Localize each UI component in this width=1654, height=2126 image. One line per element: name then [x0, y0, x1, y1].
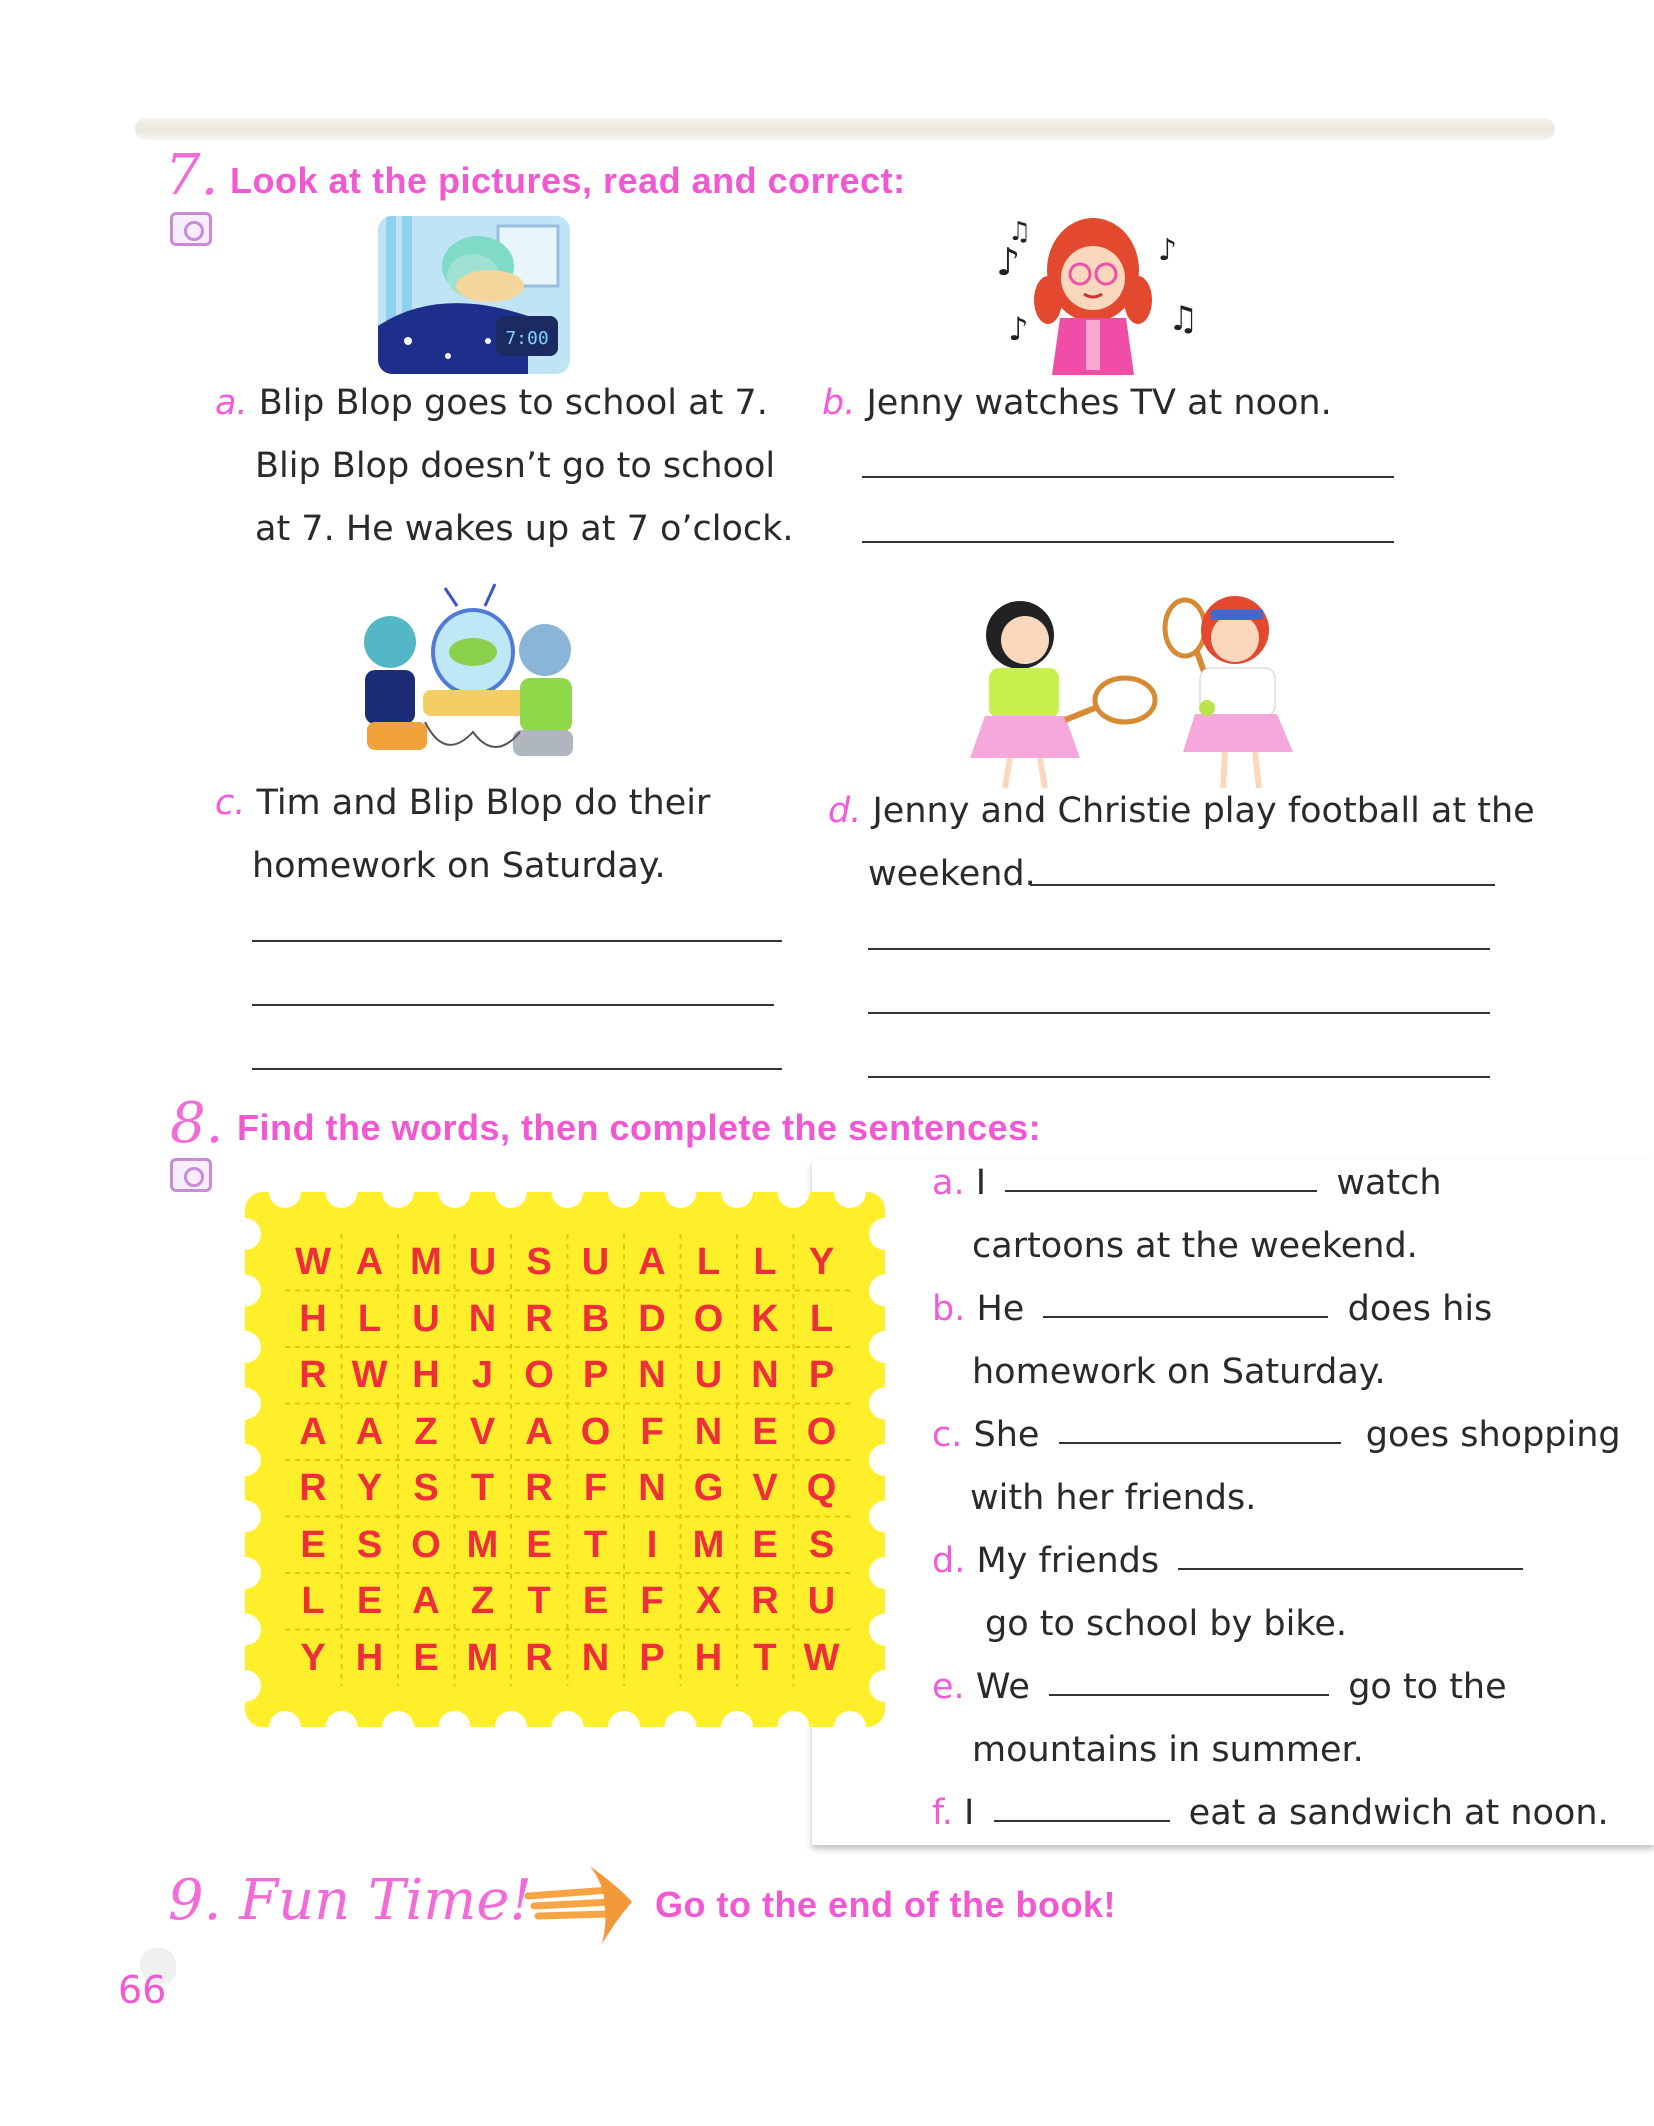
grid-letter[interactable]: A — [525, 1410, 553, 1453]
sentence-8a-line2: cartoons at the weekend. — [972, 1226, 1418, 1266]
sentence-8f-label: f. — [932, 1793, 953, 1833]
picture-sleeping-blip-blop — [378, 216, 570, 374]
answer-line-7d-1[interactable] — [1030, 884, 1495, 886]
grid-letter[interactable]: S — [808, 1523, 835, 1566]
answer-line-7b-2[interactable] — [862, 541, 1394, 543]
grid-letter[interactable]: U — [807, 1580, 836, 1622]
grid-letter[interactable]: Y — [356, 1467, 383, 1509]
grid-letter[interactable]: R — [525, 1297, 553, 1340]
exercise-7-title: Look at the pictures, read and correct: — [230, 160, 906, 201]
grid-letter[interactable]: E — [356, 1580, 383, 1622]
grid-letter[interactable]: Y — [300, 1636, 326, 1679]
sentence-8a — [932, 1162, 1442, 1204]
grid-letter[interactable]: S — [526, 1241, 552, 1283]
grid-letter[interactable]: H — [299, 1297, 327, 1340]
item-7a-label: a. — [215, 383, 248, 423]
grid-letter[interactable]: Q — [806, 1467, 837, 1509]
grid-letter[interactable]: L — [753, 1241, 777, 1283]
grid-letter[interactable]: P — [639, 1636, 665, 1679]
grid-letter[interactable]: J — [471, 1354, 494, 1396]
grid-letter[interactable]: L — [357, 1297, 382, 1340]
blank-8d[interactable] — [1178, 1567, 1523, 1570]
exercise-7-number: 7. — [165, 143, 219, 208]
grid-letter[interactable]: F — [583, 1467, 608, 1509]
answer-line-7d-2[interactable] — [868, 948, 1490, 950]
grid-letter[interactable]: P — [808, 1354, 835, 1396]
grid-letter[interactable]: O — [806, 1410, 837, 1453]
grid-letter[interactable]: F — [640, 1580, 664, 1622]
blank-8a[interactable] — [1005, 1189, 1317, 1192]
sentence-8b-pre: He — [976, 1289, 1025, 1329]
sentence-8d-label: d. — [932, 1541, 966, 1581]
grid-letter[interactable]: Y — [808, 1241, 835, 1283]
item-7d — [828, 790, 1535, 832]
exercise-8-title: Find the words, then complete the sentences: — [237, 1107, 1042, 1148]
picture-jenny-singing — [988, 200, 1198, 380]
svg-text:♪: ♪ — [1158, 233, 1178, 268]
grid-letter[interactable]: O — [580, 1410, 611, 1453]
camera-icon — [170, 212, 212, 246]
grid-letter[interactable]: P — [582, 1354, 609, 1396]
svg-text:♫: ♫ — [1168, 299, 1198, 339]
grid-letter[interactable]: A — [355, 1241, 384, 1283]
grid-letter[interactable]: E — [582, 1580, 609, 1622]
svg-text:♫: ♫ — [1008, 217, 1032, 247]
grid-letter[interactable]: A — [355, 1410, 384, 1453]
blank-8f[interactable] — [994, 1819, 1170, 1822]
grid-letter[interactable]: G — [693, 1467, 724, 1509]
grid-letter[interactable]: X — [695, 1580, 722, 1622]
sentence-8c-post: goes shopping — [1365, 1415, 1621, 1455]
grid-letter[interactable]: I — [646, 1523, 658, 1566]
grid-letter[interactable]: M — [692, 1523, 725, 1566]
grid-letter[interactable]: E — [752, 1410, 778, 1453]
grid-letter[interactable]: E — [526, 1523, 552, 1566]
grid-letter[interactable]: T — [470, 1467, 495, 1509]
grid-letter[interactable]: S — [356, 1523, 383, 1566]
blank-8e[interactable] — [1049, 1693, 1329, 1696]
item-7b-line1: Jenny watches TV at noon. — [866, 383, 1332, 423]
grid-letter[interactable]: M — [466, 1523, 499, 1566]
item-7b-label: b. — [822, 383, 856, 423]
grid-letter[interactable]: H — [355, 1636, 384, 1679]
exercise-9-title: Fun Time! — [239, 1868, 533, 1933]
grid-letter[interactable]: D — [638, 1297, 666, 1340]
grid-letter[interactable]: U — [468, 1241, 497, 1283]
answer-line-7b-1[interactable] — [862, 476, 1394, 478]
grid-letter[interactable]: S — [413, 1467, 439, 1509]
item-7c-label: c. — [215, 783, 246, 823]
answer-line-7c-1[interactable] — [252, 940, 782, 942]
item-7b — [822, 382, 1332, 424]
blank-8c[interactable] — [1059, 1441, 1341, 1444]
grid-letter[interactable]: U — [694, 1354, 723, 1396]
grid-letter[interactable]: N — [581, 1636, 610, 1679]
grid-letter[interactable]: K — [751, 1297, 779, 1340]
grid-letter[interactable]: E — [413, 1636, 439, 1679]
grid-letter[interactable]: A — [638, 1241, 666, 1283]
top-decorative-band — [135, 118, 1555, 140]
item-7a — [215, 382, 768, 424]
sentence-8d-line2: go to school by bike. — [985, 1604, 1348, 1644]
sentence-8d — [932, 1540, 1531, 1582]
svg-text:♪: ♪ — [996, 240, 1021, 284]
sentence-8c-line2: with her friends. — [970, 1478, 1257, 1518]
sentence-8e-pre: We — [975, 1667, 1030, 1707]
clock-display: 7:00 — [505, 328, 549, 349]
item-7c-line1: Tim and Blip Blop do their — [256, 783, 711, 823]
grid-letter[interactable]: W — [295, 1241, 331, 1283]
grid-letter[interactable]: N — [468, 1297, 497, 1340]
sentence-8c-pre: She — [973, 1415, 1040, 1455]
grid-letter[interactable]: U — [581, 1241, 610, 1283]
grid-letter[interactable]: R — [525, 1636, 553, 1679]
grid-letter[interactable]: Z — [414, 1410, 438, 1453]
grid-letter[interactable]: O — [411, 1523, 441, 1566]
item-7a-line2: Blip Blop doesn’t go to school — [255, 446, 776, 486]
item-7a-line3: at 7. He wakes up at 7 o’clock. — [255, 509, 794, 549]
grid-letter[interactable]: N — [694, 1410, 723, 1453]
sentence-8e — [932, 1666, 1507, 1708]
exercise-9 — [168, 1868, 532, 1933]
answer-line-7d-4[interactable] — [868, 1076, 1490, 1078]
grid-letter[interactable]: R — [299, 1354, 327, 1396]
sentence-8e-post: go to the — [1348, 1667, 1507, 1707]
answer-line-7c-3[interactable] — [252, 1068, 782, 1070]
blank-8b[interactable] — [1043, 1315, 1328, 1318]
item-7d-label: d. — [828, 791, 862, 831]
sentence-8e-label: e. — [932, 1667, 965, 1707]
word-search-grid — [285, 1234, 845, 1686]
grid-letter[interactable]: E — [752, 1523, 778, 1566]
sentence-8f — [932, 1792, 1609, 1834]
grid-letter[interactable]: L — [696, 1241, 721, 1283]
grid-letter[interactable]: H — [694, 1636, 723, 1679]
grid-letter[interactable]: H — [412, 1354, 440, 1396]
sentence-8a-label: a. — [932, 1163, 965, 1203]
sentence-8e-line2: mountains in summer. — [972, 1730, 1364, 1770]
sentence-8b-label: b. — [932, 1289, 966, 1329]
grid-letter[interactable]: N — [751, 1354, 779, 1396]
item-7a-line1: Blip Blop goes to school at 7. — [258, 383, 768, 423]
svg-text:♪: ♪ — [1008, 310, 1029, 348]
grid-letter[interactable]: R — [299, 1467, 327, 1509]
grid-letter[interactable]: R — [751, 1580, 779, 1622]
picture-jenny-christie-tennis — [945, 590, 1325, 790]
grid-letter[interactable]: M — [466, 1636, 499, 1679]
grid-letter[interactable]: U — [412, 1297, 440, 1340]
item-7d-line1: Jenny and Christie play football at the — [872, 791, 1535, 831]
grid-letter[interactable]: A — [299, 1410, 327, 1453]
grid-letter[interactable]: O — [524, 1354, 554, 1396]
grid-letter[interactable]: N — [638, 1354, 666, 1396]
item-7c — [215, 782, 710, 824]
grid-letter[interactable]: L — [809, 1297, 834, 1340]
exercise-8-number: 8. — [170, 1091, 224, 1156]
picture-tim-blip-blop-gaming — [345, 582, 590, 772]
grid-letter[interactable]: F — [640, 1410, 664, 1453]
sentence-8c — [932, 1414, 1621, 1456]
grid-letter[interactable]: T — [527, 1580, 551, 1622]
sentence-8d-pre: My friends — [976, 1541, 1160, 1581]
answer-line-7d-3[interactable] — [868, 1012, 1490, 1014]
sentence-8f-post: eat a sandwich at noon. — [1188, 1793, 1609, 1833]
sentence-8b-line2: homework on Saturday. — [972, 1352, 1386, 1392]
grid-letter[interactable]: B — [581, 1297, 610, 1340]
sentence-8f-pre: I — [964, 1793, 975, 1833]
grid-letter[interactable]: R — [525, 1467, 553, 1509]
sentence-8a-pre: I — [975, 1163, 987, 1203]
grid-letter[interactable]: A — [412, 1580, 440, 1622]
grid-letter[interactable]: V — [469, 1410, 496, 1453]
grid-letter[interactable]: T — [753, 1636, 777, 1679]
sentence-8c-label: c. — [932, 1415, 963, 1455]
sentence-8a-post: watch — [1336, 1163, 1442, 1203]
grid-letter[interactable]: Z — [470, 1580, 495, 1622]
answer-line-7c-2[interactable] — [252, 1004, 774, 1006]
grid-letter[interactable]: W — [351, 1354, 388, 1396]
exercise-9-number: 9. — [168, 1868, 222, 1933]
sentence-8b — [932, 1288, 1492, 1330]
item-7d-line2: weekend. — [868, 854, 1036, 894]
grid-letter[interactable]: O — [693, 1297, 724, 1340]
grid-letter[interactable]: N — [638, 1467, 666, 1509]
item-7c-line2: homework on Saturday. — [252, 846, 666, 886]
camera-icon — [170, 1158, 212, 1192]
exercise-9-instruction: Go to the end of the book! — [655, 1884, 1116, 1925]
grid-letter[interactable]: W — [803, 1636, 840, 1679]
arrow-icon — [520, 1858, 640, 1948]
grid-letter[interactable]: V — [752, 1467, 778, 1509]
grid-letter[interactable]: M — [410, 1241, 442, 1283]
grid-letter[interactable]: T — [583, 1523, 608, 1566]
grid-letter[interactable]: L — [301, 1580, 325, 1622]
word-search-puzzle — [245, 1192, 885, 1727]
sentence-8b-post: does his — [1347, 1289, 1493, 1329]
page-number: 66 — [118, 1968, 167, 2012]
grid-letter[interactable]: E — [300, 1523, 326, 1566]
